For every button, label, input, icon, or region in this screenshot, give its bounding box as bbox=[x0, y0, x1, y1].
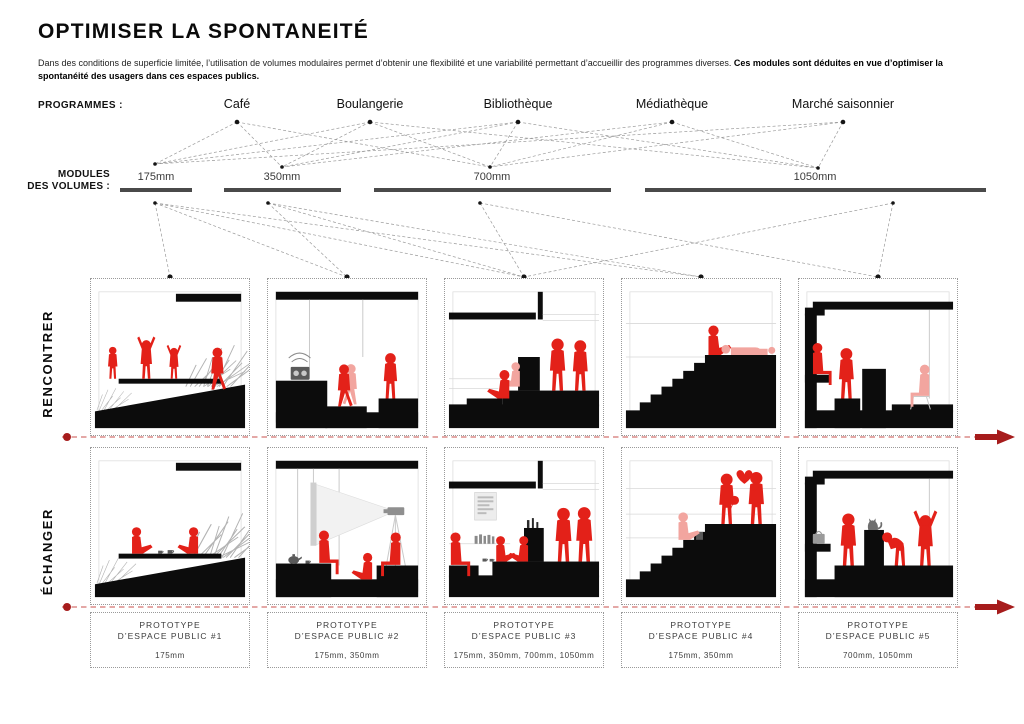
scene-echanger-2 bbox=[268, 448, 426, 604]
relation-line bbox=[480, 203, 524, 277]
module-label-700: 700mm bbox=[473, 171, 511, 183]
prototype-title: PROTOTYPE bbox=[316, 620, 378, 630]
relation-line bbox=[672, 122, 818, 168]
anchor-dot bbox=[368, 120, 373, 125]
modules-label-line1: MODULES bbox=[57, 169, 110, 180]
program-mediatheque: Médiathèque bbox=[635, 97, 709, 111]
relation-line bbox=[282, 122, 518, 167]
module-bar-175 bbox=[120, 188, 192, 192]
prototype-modules: 175mm, 350mm bbox=[668, 651, 734, 660]
anchor-dot bbox=[891, 201, 895, 205]
relation-line bbox=[878, 203, 893, 277]
prototype-title: PROTOTYPE bbox=[139, 620, 201, 630]
anchor-dot bbox=[153, 162, 157, 166]
panel-rencontrer-5 bbox=[798, 278, 958, 436]
panel-echanger-5 bbox=[798, 447, 958, 605]
panel-echanger-1 bbox=[90, 447, 250, 605]
relation-line bbox=[268, 203, 524, 277]
relation-line bbox=[155, 203, 701, 277]
prototype-subtitle: D’ESPACE PUBLIC #1 bbox=[117, 631, 223, 641]
arrow-right-icon bbox=[975, 600, 1015, 615]
page-title: OPTIMISER LA SPONTANEITÉ bbox=[38, 20, 369, 43]
scene-echanger-3 bbox=[445, 448, 603, 604]
caption-prototype-2 bbox=[267, 612, 427, 668]
program-marche: Marché saisonnier bbox=[791, 97, 895, 111]
modules-label bbox=[24, 169, 110, 193]
module-bar-350 bbox=[224, 188, 341, 192]
relation-line bbox=[155, 122, 370, 164]
relation-line bbox=[268, 203, 347, 277]
caption-prototype-4 bbox=[621, 612, 781, 668]
module-bar-700 bbox=[374, 188, 611, 192]
relation-line bbox=[268, 203, 701, 277]
module-label-175: 175mm bbox=[137, 171, 175, 183]
relation-line bbox=[155, 203, 524, 277]
relation-line bbox=[818, 122, 843, 168]
panel-rencontrer-4 bbox=[621, 278, 781, 436]
relation-line bbox=[155, 203, 347, 277]
anchor-dot bbox=[280, 165, 284, 169]
prototype-modules: 700mm, 1050mm bbox=[842, 651, 914, 660]
scene-rencontrer-2 bbox=[268, 279, 426, 435]
caption-prototype-3 bbox=[444, 612, 604, 668]
module-label-350: 350mm bbox=[263, 171, 301, 183]
module-label-1050: 1050mm bbox=[793, 171, 837, 183]
relation-line bbox=[155, 122, 518, 164]
relation-line bbox=[490, 122, 843, 167]
program-bibliotheque: Bibliothèque bbox=[483, 97, 553, 111]
programs-label: PROGRAMMES : bbox=[38, 100, 123, 111]
arrow-right-icon bbox=[975, 430, 1015, 445]
prototype-modules: 175mm, 350mm bbox=[314, 651, 380, 660]
scene-rencontrer-4 bbox=[622, 279, 780, 435]
anchor-dot bbox=[841, 120, 846, 125]
anchor-dot bbox=[153, 201, 157, 205]
prototype-title: PROTOTYPE bbox=[493, 620, 555, 630]
anchor-dot bbox=[670, 120, 675, 125]
description-regular: Dans des conditions de superficie limitée, l’utilisation de volumes modulaires permet d’obtenir une flexibilité et une variabilité permettant d’accueillir des programmes diverses. bbox=[38, 58, 734, 68]
module-bar-1050 bbox=[645, 188, 986, 192]
relation-line bbox=[370, 122, 818, 168]
relation-line bbox=[155, 122, 237, 164]
relation-line bbox=[155, 122, 843, 164]
scene-echanger-5 bbox=[799, 448, 957, 604]
caption-prototype-5 bbox=[798, 612, 958, 668]
program-cafe: Café bbox=[223, 97, 251, 111]
relation-line bbox=[518, 122, 818, 168]
flow-dot-echanger bbox=[63, 603, 71, 611]
anchor-dot bbox=[816, 166, 820, 170]
panel-rencontrer-1 bbox=[90, 278, 250, 436]
program-boulangerie: Boulangerie bbox=[336, 97, 404, 111]
relation-line bbox=[490, 122, 672, 167]
modules-label-line2: DES VOLUMES : bbox=[27, 181, 110, 192]
relation-line bbox=[370, 122, 490, 167]
panel-rencontrer-2 bbox=[267, 278, 427, 436]
prototype-title: PROTOTYPE bbox=[670, 620, 732, 630]
anchor-dot bbox=[478, 201, 482, 205]
scene-rencontrer-5 bbox=[799, 279, 957, 435]
panel-echanger-3 bbox=[444, 447, 604, 605]
panel-echanger-4 bbox=[621, 447, 781, 605]
relation-line bbox=[524, 203, 893, 277]
description-bold: Ces modules sont déduites en vue d’optimiser la spontanéité des usagers dans ces espaces publics. bbox=[38, 58, 943, 81]
flow-dot-rencontrer bbox=[63, 433, 71, 441]
prototype-subtitle: D’ESPACE PUBLIC #2 bbox=[294, 631, 400, 641]
scene-echanger-1 bbox=[91, 448, 249, 604]
anchor-dot bbox=[516, 120, 521, 125]
relation-line bbox=[155, 203, 170, 277]
relation-line bbox=[480, 203, 878, 277]
relation-line bbox=[237, 122, 490, 167]
relation-line bbox=[282, 122, 672, 167]
anchor-dot bbox=[266, 201, 270, 205]
anchor-dot bbox=[488, 165, 492, 169]
row-label-echanger: ÉCHANGER bbox=[40, 508, 55, 596]
scene-rencontrer-3 bbox=[445, 279, 603, 435]
description bbox=[38, 57, 986, 83]
row-label-rencontrer: RENCONTRER bbox=[40, 310, 55, 418]
prototype-subtitle: D’ESPACE PUBLIC #5 bbox=[825, 631, 931, 641]
caption-prototype-1 bbox=[90, 612, 250, 668]
relation-line bbox=[282, 122, 370, 167]
prototype-modules: 175mm bbox=[155, 651, 185, 660]
prototype-modules: 175mm, 350mm, 700mm, 1050mm bbox=[453, 651, 595, 660]
panel-rencontrer-3 bbox=[444, 278, 604, 436]
prototype-subtitle: D’ESPACE PUBLIC #3 bbox=[471, 631, 577, 641]
scene-rencontrer-1 bbox=[91, 279, 249, 435]
relation-line bbox=[237, 122, 282, 167]
panel-echanger-2 bbox=[267, 447, 427, 605]
prototype-subtitle: D’ESPACE PUBLIC #4 bbox=[648, 631, 754, 641]
prototype-title: PROTOTYPE bbox=[847, 620, 909, 630]
relation-line bbox=[490, 122, 518, 167]
scene-echanger-4 bbox=[622, 448, 780, 604]
anchor-dot bbox=[235, 120, 240, 125]
